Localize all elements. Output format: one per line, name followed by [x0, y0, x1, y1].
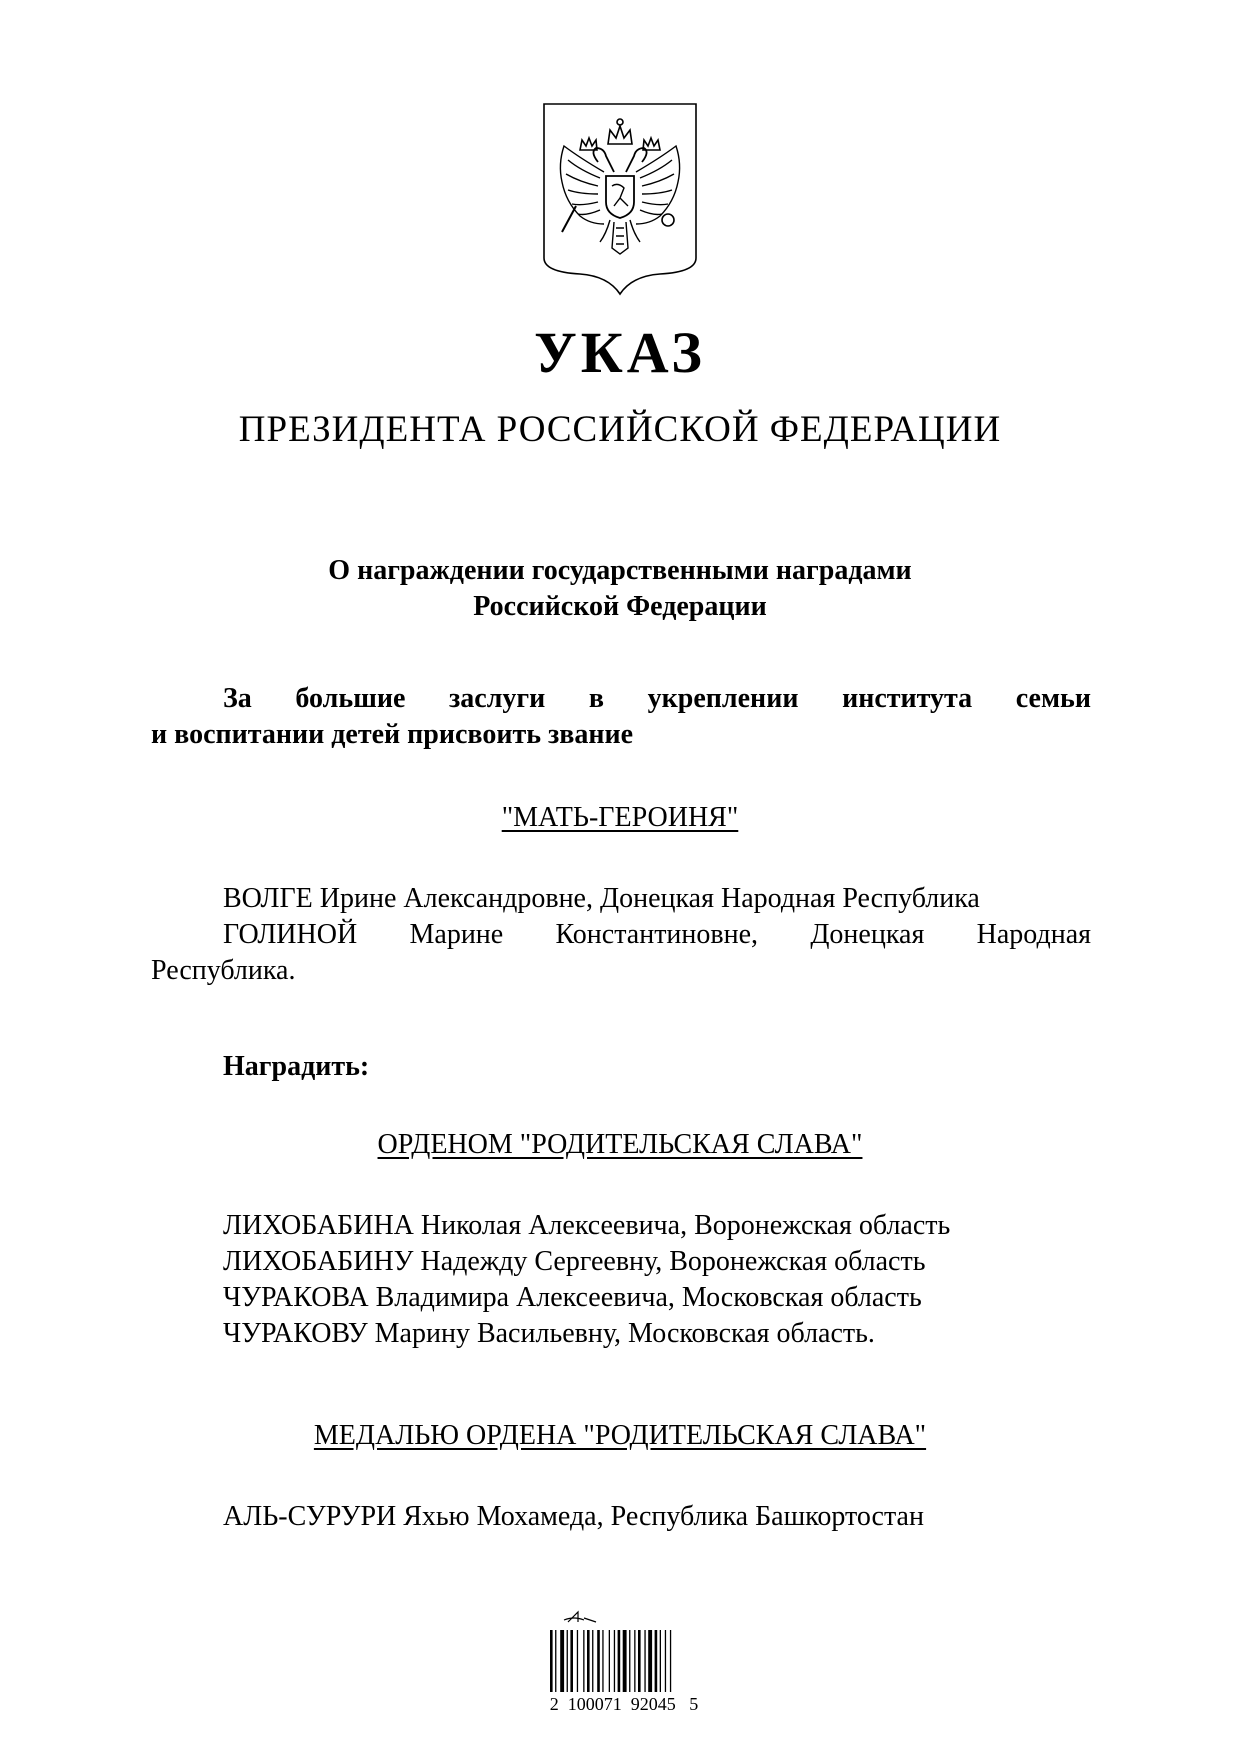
barcode-bar — [555, 1630, 556, 1692]
barcode-bar — [660, 1630, 661, 1692]
section-3-list — [151, 1499, 1091, 1535]
barcode-bar — [670, 1630, 671, 1692]
preamble-line-2: и воспитании детей присвоить звание — [151, 719, 634, 750]
preamble-line-1: За большие заслуги в укреплении института семьи — [223, 683, 1091, 714]
barcode-bar — [614, 1630, 615, 1692]
heading-line-1: О награждении государственными наградами — [328, 555, 912, 586]
barcode-bar — [560, 1630, 564, 1692]
barcode-bar — [597, 1630, 600, 1692]
award-label: Наградить: — [223, 1051, 370, 1082]
preamble — [151, 681, 1091, 753]
list-item: ЛИХОБАБИНА Николая Алексеевича, Воронежская область — [223, 1210, 951, 1241]
barcode-bar — [648, 1630, 652, 1692]
section-title-medal-parental-glory — [0, 1418, 1240, 1454]
decree-heading — [0, 553, 1240, 625]
barcode-bar — [583, 1630, 584, 1692]
list-item: ВОЛГЕ Ирине Александровне, Донецкая Народная Республика — [223, 883, 980, 914]
barcode-bar — [665, 1630, 666, 1692]
section-title-text: "МАТЬ-ГЕРОИНЯ" — [501, 802, 739, 833]
section-2-list — [151, 1208, 1091, 1352]
barcode-bar — [550, 1630, 553, 1692]
barcode-bar — [644, 1630, 645, 1692]
list-item: ЛИХОБАБИНУ Надежду Сергеевну, Воронежская область — [223, 1246, 926, 1277]
coat-of-arms-icon — [540, 102, 700, 296]
list-item: ЧУРАКОВА Владимира Алексеевича, Московская область — [223, 1282, 922, 1313]
section-1-list — [151, 881, 1091, 989]
document-title: УКАЗ — [534, 320, 706, 385]
section-title-text: ОРДЕНОМ "РОДИТЕЛЬСКАЯ СЛАВА" — [377, 1129, 863, 1160]
list-item: Республика. — [151, 955, 296, 986]
barcode-bar — [602, 1630, 603, 1692]
barcode-bar — [618, 1630, 621, 1692]
barcode-bar — [629, 1630, 630, 1692]
list-item: АЛЬ-СУРУРИ Яхью Мохамеда, Республика Башкортостан — [223, 1501, 924, 1532]
section-title-order-parental-glory — [0, 1127, 1240, 1163]
barcode-bar — [570, 1630, 573, 1692]
barcode-bar — [592, 1630, 593, 1692]
section-title-text: МЕДАЛЬЮ ОРДЕНА "РОДИТЕЛЬСКАЯ СЛАВА" — [313, 1420, 927, 1451]
barcode-bar — [567, 1630, 568, 1692]
document-subtitle: ПРЕЗИДЕНТА РОССИЙСКОЙ ФЕДЕРАЦИИ — [238, 409, 1002, 450]
barcode-bar — [609, 1630, 610, 1692]
section-title-mother-heroine — [0, 800, 1240, 836]
barcode-bar — [623, 1630, 627, 1692]
barcode-bar — [577, 1630, 578, 1692]
list-item: ГОЛИНОЙ Марине Константиновне, Донецкая Народная — [223, 919, 1091, 950]
barcode-bar — [655, 1630, 658, 1692]
barcode-bar — [587, 1630, 590, 1692]
barcode-bar — [634, 1630, 635, 1692]
barcode-bar — [638, 1630, 641, 1692]
barcode-number: 2 100071 92045 5 — [549, 1694, 699, 1714]
list-item: ЧУРАКОВУ Марину Васильевну, Московская область. — [223, 1318, 875, 1349]
heading-line-2: Российской Федерации — [473, 591, 767, 622]
